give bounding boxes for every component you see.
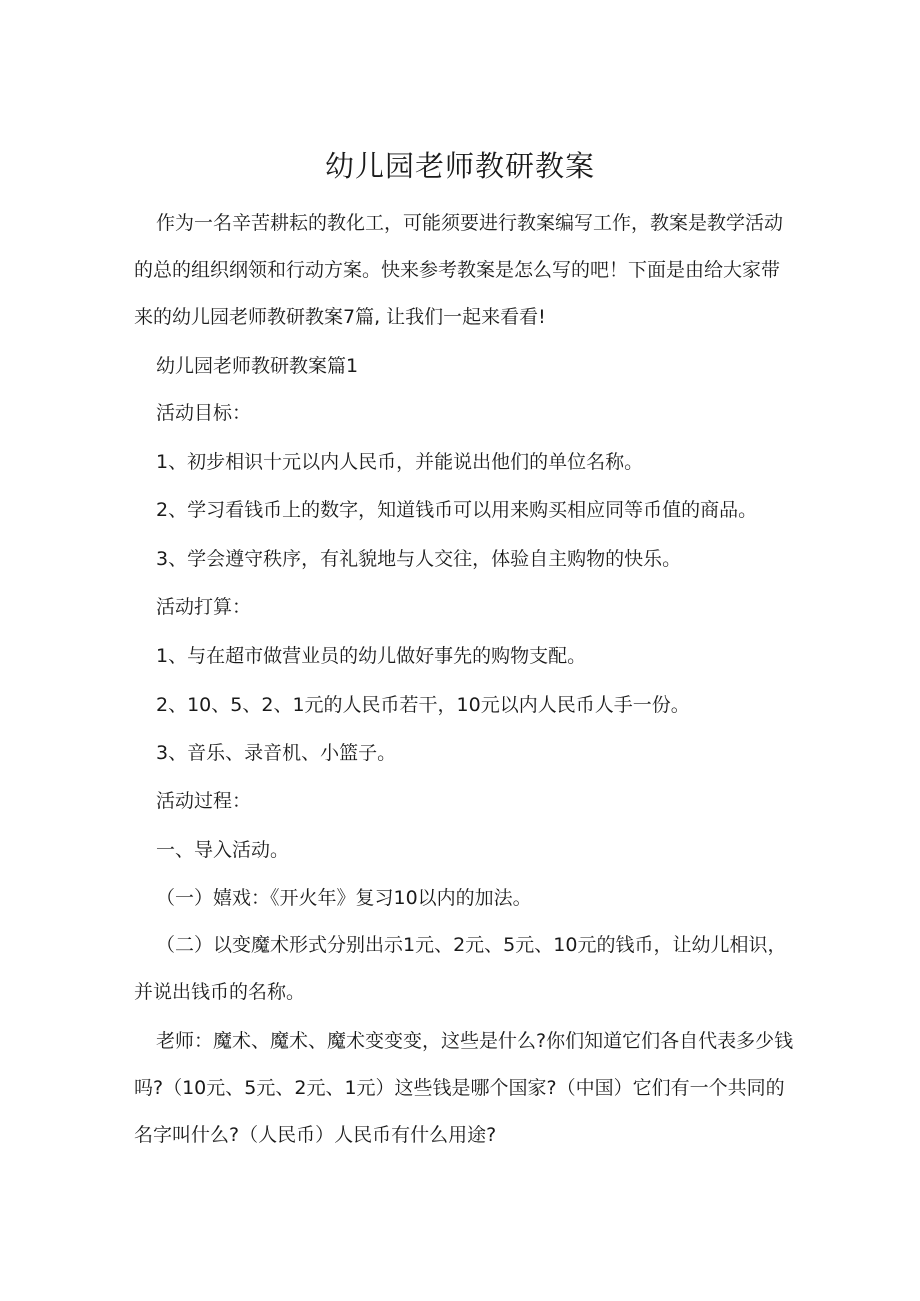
section-heading: 幼儿园老师教研教案篇1	[156, 355, 359, 377]
process-substep-1: （一）嬉戏：《开火年》复习10以内的加法。	[156, 887, 532, 909]
goal-item-1: 1、初步相识十元以内人民币，并能说出他们的单位名称。	[156, 451, 644, 473]
intro-paragraph: 作为一名辛苦耕耘的教化工，可能须要进行教案编写工作，教案是教学活动的总的组织纲领和行动方案。快来参考教案是怎么写的吧！下面是由给大家带来的幼儿园老师教研教案7篇, 让我们一起来看看!	[134, 212, 784, 328]
process-substep-2: （二）以变魔术形式分别出示1元、2元、5元、10元的钱币，让幼儿相识，并说出钱币的名称。	[134, 934, 787, 1003]
goal-item-3: 3、学会遵守秩序，有礼貌地与人交往，体验自主购物的快乐。	[156, 548, 682, 570]
activity-process-heading: 活动过程：	[156, 790, 252, 812]
process-step-1: 一、导入活动。	[156, 839, 290, 861]
prep-item-3: 3、音乐、录音机、小篮子。	[156, 742, 397, 764]
activity-prep-heading: 活动打算：	[156, 596, 252, 618]
goal-item-2: 2、学习看钱币上的数字，知道钱币可以用来购买相应同等币值的商品。	[156, 499, 758, 521]
activity-goals-heading: 活动目标：	[156, 402, 252, 424]
document-title: 幼儿园老师教研教案	[324, 149, 595, 183]
prep-item-2: 2、10、5、2、1元的人民币若干，10元以内人民币人手一份。	[156, 694, 690, 716]
prep-item-1: 1、与在超市做营业员的幼儿做好事先的购物支配。	[156, 645, 587, 667]
teacher-dialogue: 老师：魔术、魔术、魔术变变变，这些是什么?你们知道它们各自代表多少钱吗?（10元、5元、2元、1元）这些钱是哪个国家?（中国）它们有一个共同的名字叫什么?（人民币）人民币有什么用途?	[134, 1030, 794, 1146]
